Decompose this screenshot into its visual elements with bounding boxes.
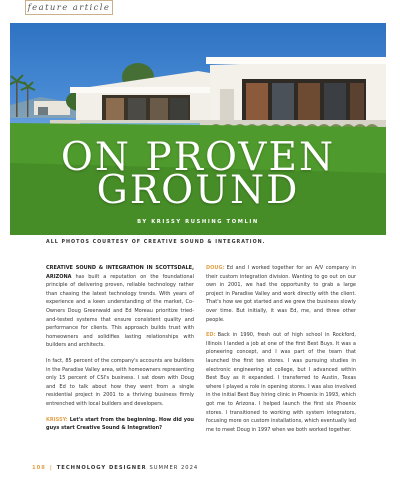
speaker-krissy: KRISSY:: [46, 416, 68, 423]
answer-text-ed: Back in 1990, fresh out of high school in Rockford, Illinois I landed a job at one of the first Best Buys. It was a pioneering concept, and I was part of the team that launched the first ten stores. I was pursuing studies in electronic engineering at college, but I advanced within Best Buy as it expanded. I transferred to Austin, Texas where I played a role in opening stores. I was also involved in the initial Best Buy hiring clinic in Phoenix in 1993, which got me to Arizona. I helped launch the first six Phoenix stores. I transitioned to working with system integrators, focusing more on custom installations, which eventually led me to meet Doug in 1997 when we both worked together.: [206, 332, 357, 433]
intro-lead: CREATIVE SOUND & INTEGRATION IN SCOTTSDALE, ARIZONA: [46, 265, 194, 280]
right-column: [206, 264, 356, 441]
answer-paragraph-ed: [206, 331, 356, 434]
intro-text: has built a reputation on the foundational principle of delivering proven, reliable technology rather than chasing the latest technology trends. With years of experience and a keen understanding of the market, Co-Owners Doug Greenwald and Ed Moreau prioritize tried-and-tested systems that ensure consistent quality and performance for clients. This approach builds trust with homeowners and solidifies lasting relationships with builders and architects.: [46, 273, 194, 349]
photo-credit: ALL PHOTOS COURTESY OF CREATIVE SOUND & INTEGRATION.: [46, 240, 266, 245]
hero-photo: [10, 23, 386, 235]
speaker-doug: DOUG:: [206, 265, 225, 271]
publication-name: TECHNOLOGY DESIGNER: [56, 465, 147, 471]
left-column: [46, 264, 194, 440]
section-label: feature article: [25, 0, 113, 15]
footer-separator: |: [49, 465, 53, 471]
question-text: Let's start from the beginning. How did you guys start Creative Sound & Integration?: [46, 416, 194, 432]
answer-text-doug: Ed and I worked together for an A/V company in their custom integration division. Wanting to go out on our own in 2001, we had the opportunity to grab a large project in Paradise Valley and work directly with the client. That's how we got started and we grew the business slowly over time. But initially, it was Ed, me, and three other people.: [206, 265, 356, 323]
intro-paragraph: [46, 264, 194, 350]
page-number: 108: [32, 465, 46, 471]
byline: BY KRISSY RUSHING TOMLIN: [137, 219, 259, 225]
page-footer: [32, 465, 198, 471]
question-paragraph: [46, 416, 194, 433]
issue-date: SUMMER 2024: [149, 465, 199, 471]
article-title: [10, 135, 386, 213]
title-line-2: GROUND: [96, 168, 300, 213]
speaker-ed: ED:: [206, 332, 216, 339]
title-line-1: ON PROVEN: [60, 135, 336, 180]
body-paragraph: In fact, 85 percent of the company's accounts are builders in the Paradise Valley area, with homeowners representing only 15 percent of CSI's business. I sat down with Doug and Ed to talk about how they went from a single residential project in 2001 to a thriving business firmly entrenched with local builders and developers.: [46, 357, 194, 407]
answer-paragraph-doug: [206, 264, 356, 324]
